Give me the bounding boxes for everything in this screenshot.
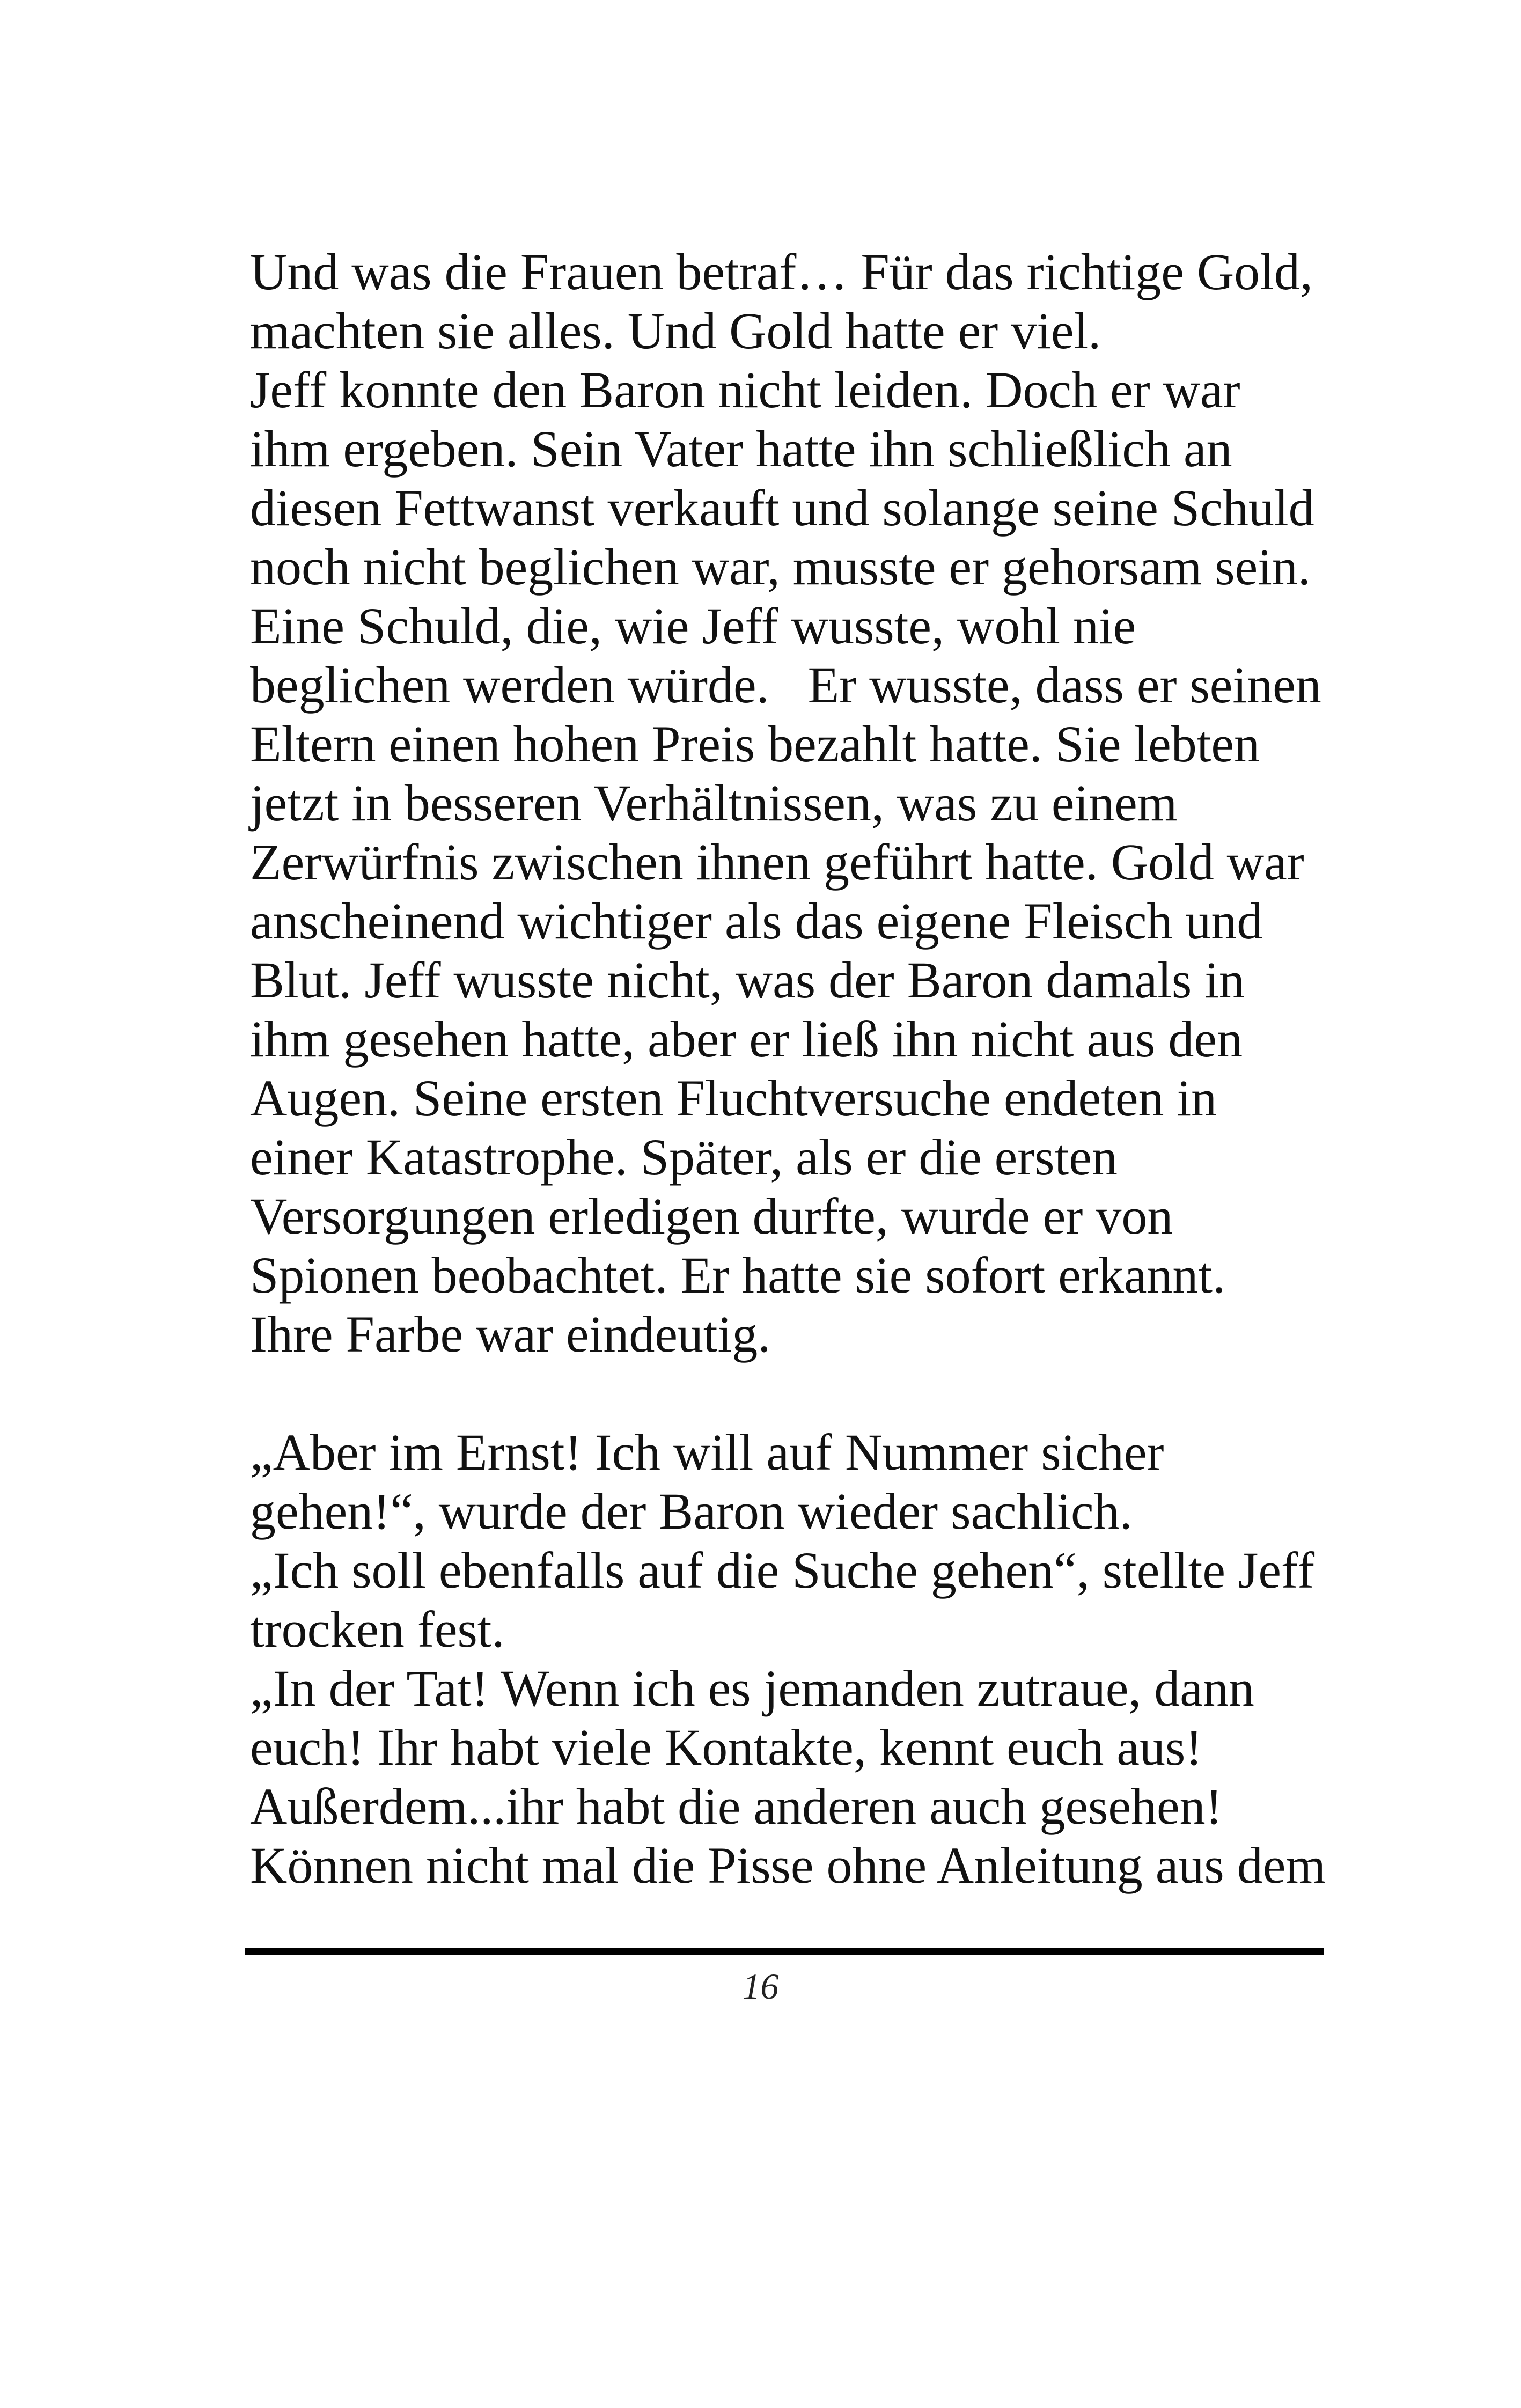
text-line: Jeff konnte den Baron nicht leiden. Doch er war — [250, 361, 1240, 419]
text-line: Blut. Jeff wusste nicht, was der Baron damals in — [250, 951, 1245, 1009]
text-line: „Aber im Ernst! Ich will auf Nummer sicher — [250, 1423, 1164, 1481]
text-line: Eltern einen hohen Preis bezahlt hatte. Sie lebten — [250, 715, 1260, 773]
text-line: ihm gesehen hatte, aber er ließ ihn nicht aus den — [250, 1010, 1243, 1068]
text-line: jetzt in besseren Verhältnissen, was zu einem — [250, 774, 1178, 832]
text-line: Eine Schuld, die, wie Jeff wusste, wohl nie — [250, 597, 1136, 655]
text-line: „Ich soll ebenfalls auf die Suche gehen“, stellte Jeff — [250, 1541, 1315, 1599]
text-line: anscheinend wichtiger als das eigene Fleisch und — [250, 892, 1263, 950]
text-line: noch nicht beglichen war, musste er gehorsam sein. — [250, 538, 1311, 596]
paragraph — [250, 243, 1377, 1364]
text-line: Spionen beobachtet. Er hatte sie sofort erkannt. — [250, 1246, 1226, 1304]
text-line: diesen Fettwanst verkauft und solange seine Schuld — [250, 479, 1314, 537]
text-line: Außerdem...ihr habt die anderen auch gesehen! — [250, 1778, 1223, 1835]
paragraph — [250, 1423, 1377, 1895]
text-line: gehen!“, wurde der Baron wieder sachlich. — [250, 1482, 1133, 1540]
text-line: Können nicht mal die Pisse ohne Anleitung aus dem — [250, 1837, 1326, 1894]
text-line: Ihre Farbe war eindeutig. — [250, 1305, 771, 1363]
text-line: einer Katastrophe. Später, als er die ersten — [250, 1128, 1118, 1186]
text-line: ihm ergeben. Sein Vater hatte ihn schließlich an — [250, 420, 1232, 478]
paragraph-gap — [250, 1364, 1377, 1423]
text-line: „In der Tat! Wenn ich es jemanden zutraue, dann — [250, 1660, 1254, 1717]
body-text — [250, 243, 1377, 1895]
text-line: euch! Ihr habt viele Kontakte, kennt euch aus! — [250, 1719, 1203, 1776]
page-number: 16 — [742, 1966, 779, 2007]
text-line: Augen. Seine ersten Fluchtversuche endeten in — [250, 1069, 1217, 1127]
text-line: Zerwürfnis zwischen ihnen geführt hatte. Gold war — [250, 833, 1304, 891]
text-line: Und was die Frauen betraf… Für das richtige Gold, — [250, 243, 1313, 300]
text-line: beglichen werden würde. Er wusste, dass er seinen — [250, 656, 1321, 714]
text-line: Versorgungen erledigen durfte, wurde er von — [250, 1187, 1173, 1245]
footer-rule — [245, 1948, 1324, 1955]
text-line: trocken fest. — [250, 1601, 505, 1658]
text-line: machten sie alles. Und Gold hatte er viel. — [250, 302, 1101, 359]
